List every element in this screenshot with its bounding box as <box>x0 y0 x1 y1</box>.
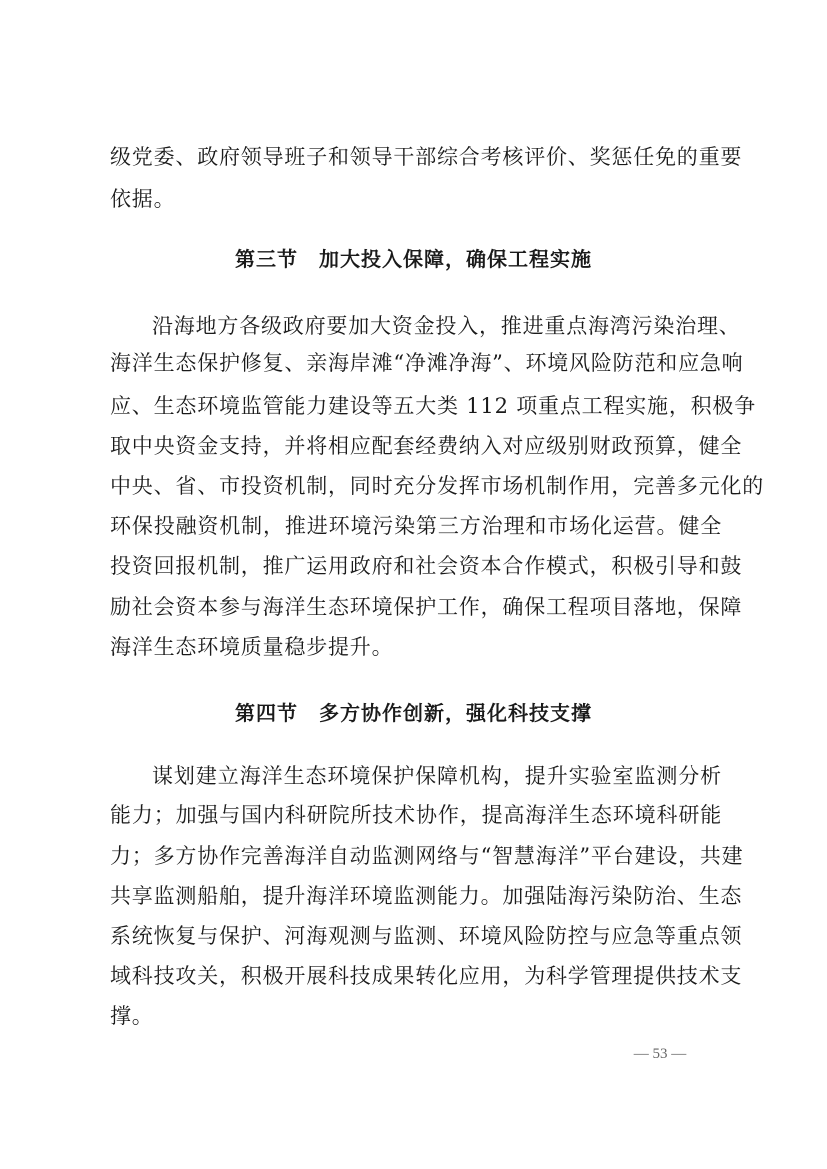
paragraph-line: 级党委、政府领导班子和领导干部综合考核评价、奖惩任免的重要 <box>110 145 743 169</box>
paragraph-line: 共享监测船舶，提升海洋环境监测能力。加强陆海污染防治、生态 <box>110 884 743 908</box>
paragraph-line: 环保投融资机制，推进环境污染第三方治理和市场化运营。健全 <box>110 514 722 538</box>
paragraph-line: 励社会资本参与海洋生态环境保护工作，确保工程项目落地，保障 <box>110 595 743 619</box>
paragraph-line: 应、生态环境监管能力建设等五大类 112 项重点工程实施，积极争 <box>110 394 757 418</box>
paragraph-line: 域科技攻关，积极开展科技成果转化应用，为科学管理提供技术支 <box>110 964 743 988</box>
paragraph-line: 中央、省、市投资机制，同时充分发挥市场机制作用，完善多元化的 <box>110 474 764 498</box>
section-heading: 第四节 多方协作创新，强化科技支撑 <box>235 701 592 725</box>
paragraph-line: 力；多方协作完善海洋自动监测网络与“智慧海洋”平台建设，共建 <box>110 844 744 868</box>
paragraph-line: 海洋生态环境质量稳步提升。 <box>110 635 394 659</box>
paragraph-line: 沿海地方各级政府要加大资金投入，推进重点海湾污染治理、 <box>152 314 741 338</box>
paragraph-line: 系统恢复与保护、河海观测与监测、环境风险防控与应急等重点领 <box>110 924 743 948</box>
paragraph-line: 海洋生态保护修复、亲海岸滩“净滩净海”、环境风险防范和应急响 <box>110 351 744 375</box>
paragraph-line: 取中央资金支持，并将相应配套经费纳入对应级别财政预算，健全 <box>110 434 743 458</box>
page-number: — 53 — <box>633 1046 687 1062</box>
paragraph-line: 依据。 <box>110 187 176 211</box>
paragraph-line: 投资回报机制，推广运用政府和社会资本合作模式，积极引导和鼓 <box>110 554 743 578</box>
paragraph-line: 撑。 <box>110 1004 154 1028</box>
section-heading: 第三节 加大投入保障，确保工程实施 <box>235 247 592 271</box>
paragraph-line: 能力；加强与国内科研院所技术协作，提高海洋生态环境科研能 <box>110 803 722 827</box>
paragraph-line: 谋划建立海洋生态环境保护保障机构，提升实验室监测分析 <box>152 764 722 788</box>
